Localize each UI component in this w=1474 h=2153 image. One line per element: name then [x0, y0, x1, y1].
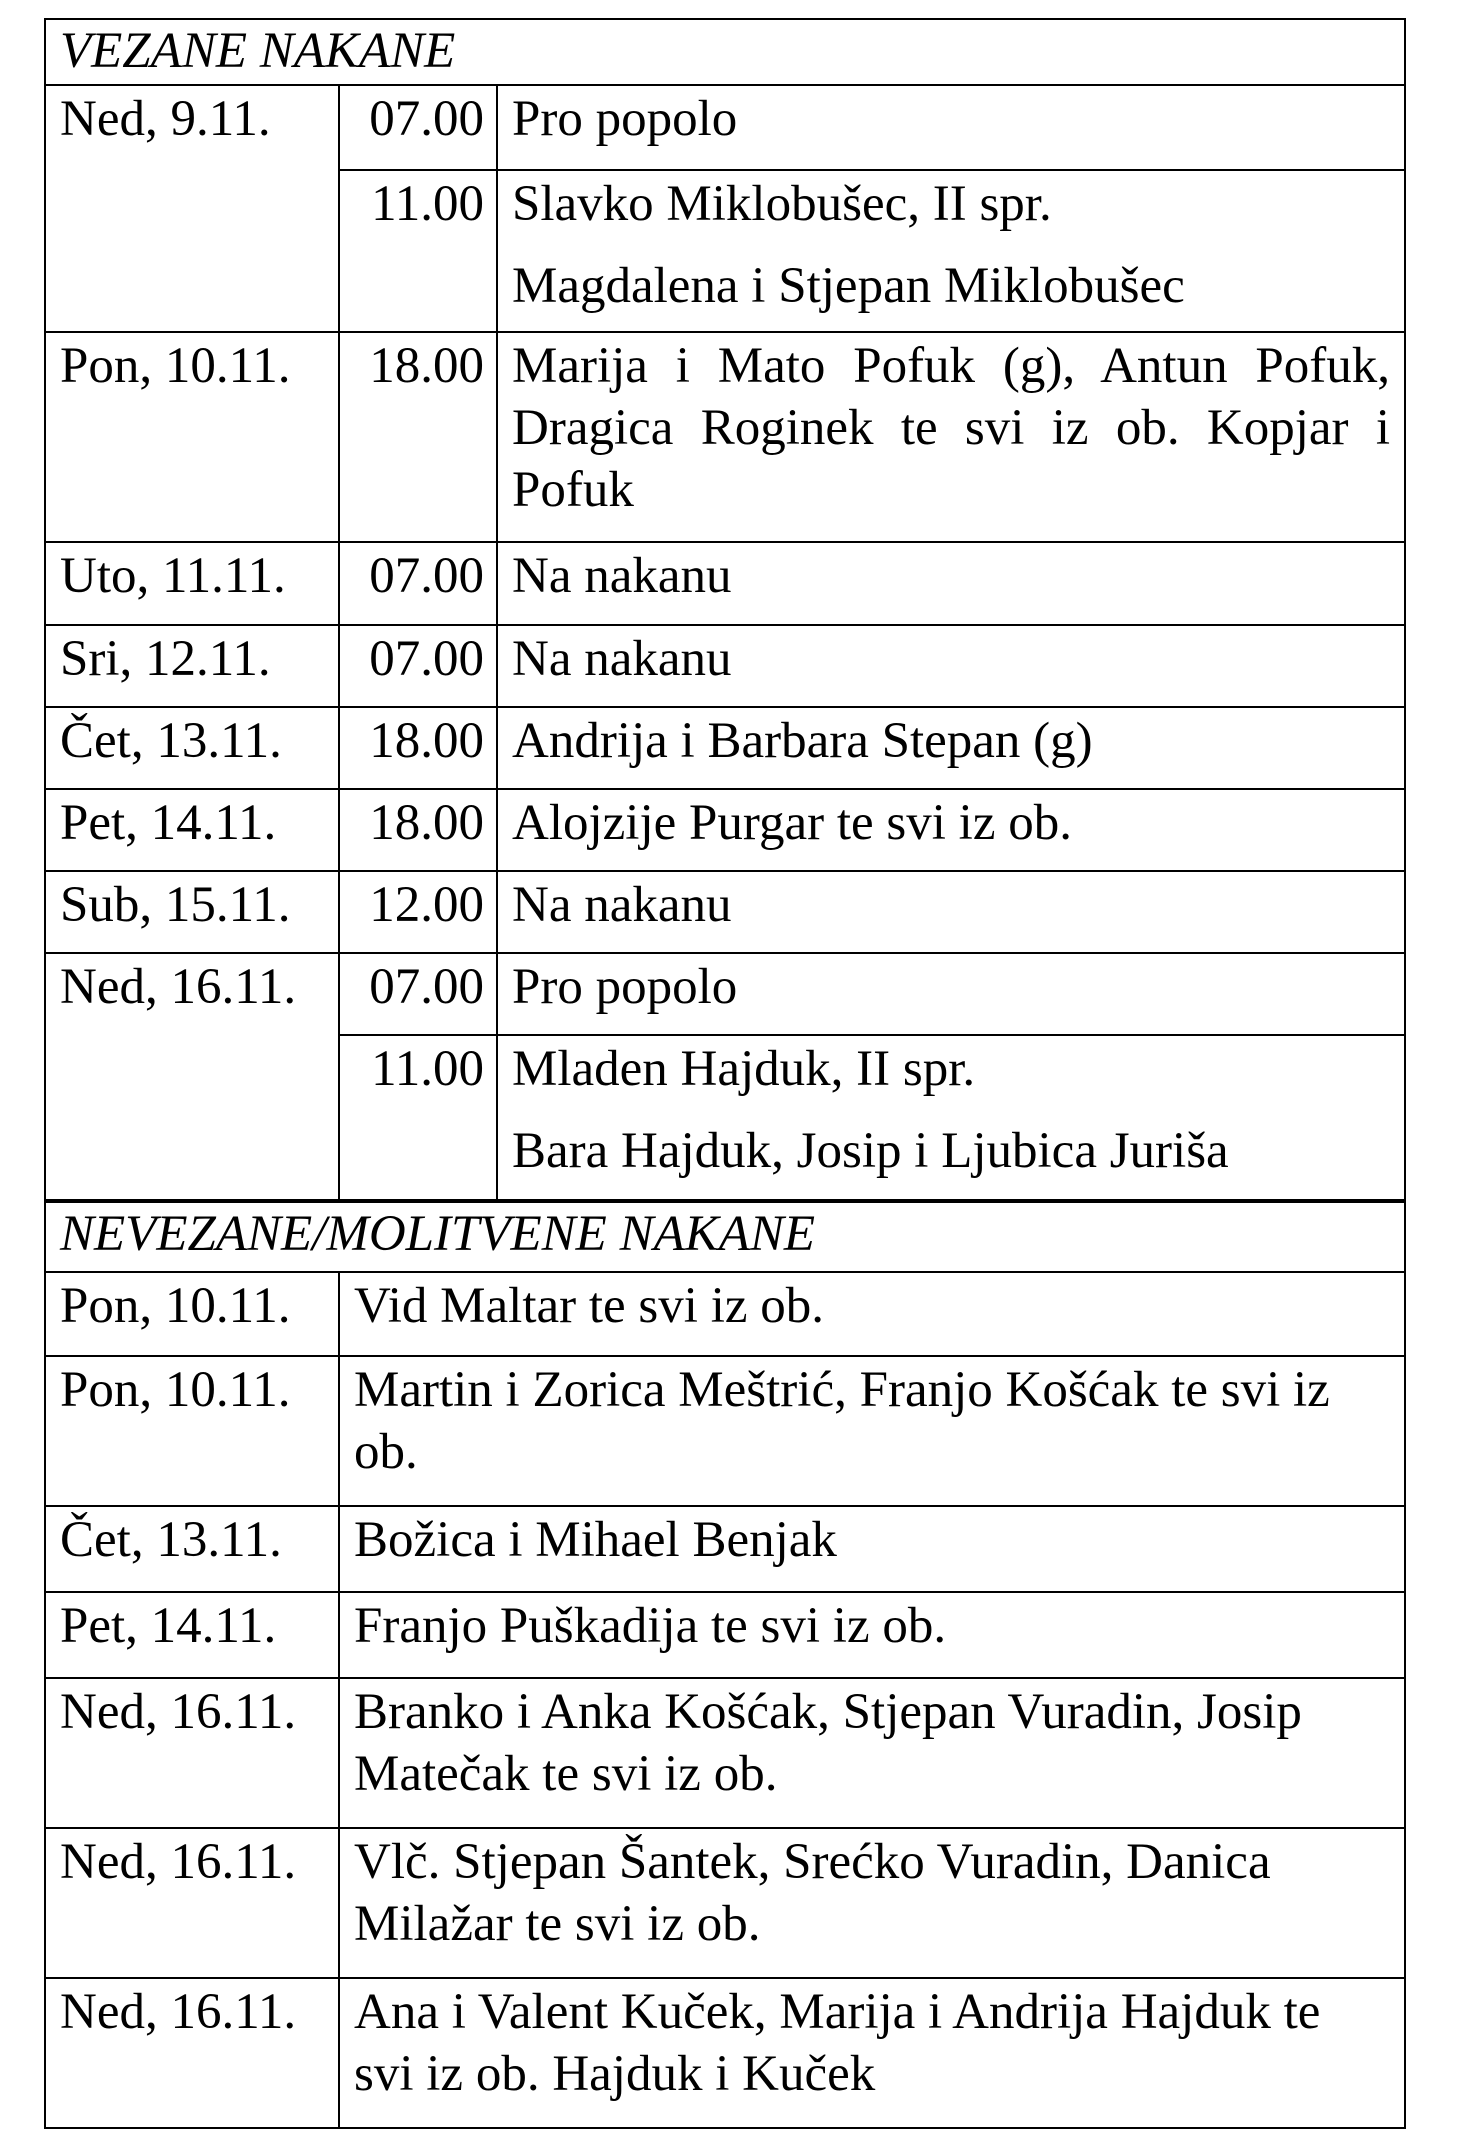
intention-cell: [497, 1035, 1405, 1200]
day-cell: Pon, 10.11.: [45, 332, 339, 542]
day-cell: Ned, 16.11.: [45, 1828, 339, 1978]
day-cell: Ned, 9.11.: [45, 85, 339, 332]
day-cell: Pet, 14.11.: [45, 1592, 339, 1678]
intention-cell: Alojzije Purgar te svi iz ob.: [497, 789, 1405, 871]
day-cell: Ned, 16.11.: [45, 953, 339, 1200]
time-cell: 07.00: [339, 542, 497, 625]
intention-cell: Vlč. Stjepan Šantek, Srećko Vuradin, Danica Milažar te svi iz ob.: [339, 1828, 1405, 1978]
intention-cell: Marija i Mato Pofuk (g), Antun Pofuk, Dragica Roginek te svi iz ob. Kopjar i Pofuk: [497, 332, 1405, 542]
intention-cell: Na nakanu: [497, 625, 1405, 707]
intention-cell: [497, 85, 1405, 170]
day-cell: Pet, 14.11.: [45, 789, 339, 871]
time-cell: 18.00: [339, 789, 497, 871]
time-cell: 07.00: [339, 625, 497, 707]
intention-line: Bara Hajduk, Josip i Ljubica Juriša: [512, 1123, 1229, 1179]
day-cell: Čet, 13.11.: [45, 707, 339, 789]
section-title-nevezane: NEVEZANE/MOLITVENE NAKANE: [45, 1202, 1405, 1272]
intention-cell: Na nakanu: [497, 871, 1405, 953]
nevezane-nakane-table: [44, 1201, 1406, 2129]
intention-cell: [497, 953, 1405, 1035]
intention-cell: Martin i Zorica Meštrić, Franjo Košćak te svi iz ob.: [339, 1356, 1405, 1506]
intention-cell: Na nakanu: [497, 542, 1405, 625]
vezane-nakane-table: [44, 18, 1406, 1201]
intention-line: Magdalena i Stjepan Miklobušec: [512, 258, 1185, 314]
intention-cell: Vid Maltar te svi iz ob.: [339, 1272, 1405, 1356]
intention-cell: Božica i Mihael Benjak: [339, 1506, 1405, 1592]
day-cell: Čet, 13.11.: [45, 1506, 339, 1592]
day-cell: Pon, 10.11.: [45, 1356, 339, 1506]
time-cell: 11.00: [339, 1035, 497, 1200]
intention-line: Slavko Miklobušec, II spr.: [512, 176, 1052, 232]
intention-cell: [497, 170, 1405, 332]
time-cell: 07.00: [339, 85, 497, 170]
time-cell: 12.00: [339, 871, 497, 953]
intention-cell: Franjo Puškadija te svi iz ob.: [339, 1592, 1405, 1678]
time-cell: 11.00: [339, 170, 497, 332]
section-title-vezane: VEZANE NAKANE: [45, 19, 1405, 85]
intention-cell: Andrija i Barbara Stepan (g): [497, 707, 1405, 789]
time-cell: 07.00: [339, 953, 497, 1035]
intention-line: Pro popolo: [512, 959, 738, 1015]
day-cell: Sub, 15.11.: [45, 871, 339, 953]
intention-cell: Ana i Valent Kuček, Marija i Andrija Hajduk te svi iz ob. Hajduk i Kuček: [339, 1978, 1405, 2128]
day-cell: Pon, 10.11.: [45, 1272, 339, 1356]
time-cell: 18.00: [339, 707, 497, 789]
day-cell: Sri, 12.11.: [45, 625, 339, 707]
day-cell: Uto, 11.11.: [45, 542, 339, 625]
intention-line: Pro popolo: [512, 91, 738, 147]
intention-line: Mladen Hajduk, II spr.: [512, 1041, 976, 1097]
intention-cell: Branko i Anka Košćak, Stjepan Vuradin, Josip Matečak te svi iz ob.: [339, 1678, 1405, 1828]
day-cell: Ned, 16.11.: [45, 1978, 339, 2128]
day-cell: Ned, 16.11.: [45, 1678, 339, 1828]
time-cell: 18.00: [339, 332, 497, 542]
